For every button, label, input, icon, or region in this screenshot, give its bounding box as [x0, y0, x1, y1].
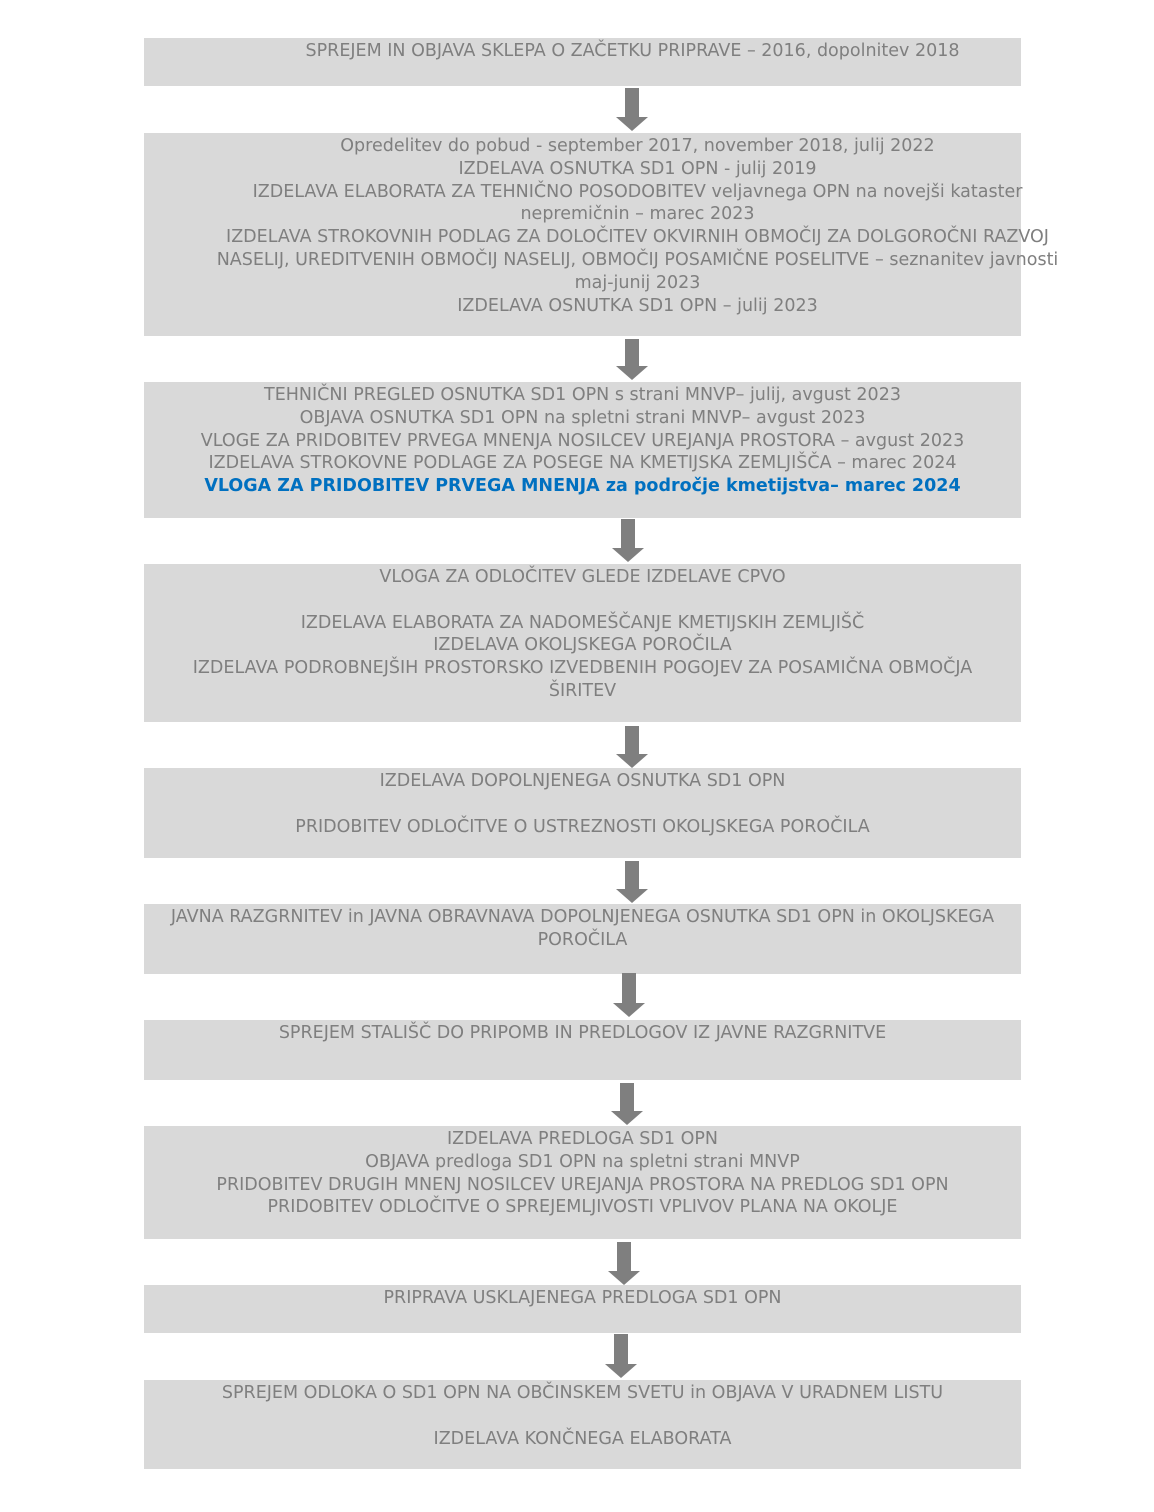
step-text: IZDELAVA ELABORATA ZA NADOMEŠČANJE KMETIJSKIH ZEMLJIŠČ [300, 612, 865, 633]
step-box-3 [144, 382, 1021, 518]
step-text: VLOGE ZA PRIDOBITEV PRVEGA MNENJA NOSILCEV UREJANJA PROSTORA – avgust 2023 [200, 430, 965, 451]
step-box-7 [144, 1020, 1021, 1080]
step-box-2 [144, 133, 1059, 336]
step-text: OBJAVA predloga SD1 OPN na spletni strani MNVP [365, 1151, 800, 1172]
step-text: IZDELAVA STROKOVNIH PODLAG ZA DOLOČITEV OKVIRNIH OBMOČIJ ZA DOLGOROČNI RAZVOJ NASELIJ, UREDITVENIH OBMOČIJ NASELIJ, OBMOČIJ POSAMIČNE POSELITVE – seznanitev javnosti maj-junij 2023 [216, 227, 1059, 293]
down-arrow-icon [616, 726, 648, 768]
down-arrow-icon [611, 1083, 643, 1125]
step-text: VLOGA ZA ODLOČITEV GLEDE IZDELAVE CPVO [379, 567, 786, 587]
down-arrow-icon [616, 861, 648, 903]
down-arrow-icon [605, 1334, 637, 1378]
step-text: IZDELAVA PODROBNEJŠIH PROSTORSKO IZVEDBENIH POGOJEV ZA POSAMIČNA OBMOČJA ŠIRITEV [192, 658, 973, 701]
step-box-10 [144, 1380, 1021, 1469]
down-arrow-icon [613, 973, 645, 1017]
step-text: SPREJEM STALIŠČ DO PRIPOMB IN PREDLOGOV IZ JAVNE RAZGRNITVE [278, 1023, 887, 1043]
down-arrow-icon [612, 519, 644, 562]
step-box-6 [144, 904, 1021, 974]
step-text: PRIDOBITEV DRUGIH MNENJ NOSILCEV UREJANJA PROSTORA NA PREDLOG SD1 OPN [216, 1174, 949, 1195]
step-text: PRIPRAVA USKLAJENEGA PREDLOGA SD1 OPN [383, 1288, 782, 1308]
step-text: SPREJEM ODLOKA O SD1 OPN NA OBČINSKEM SVETU in OBJAVA V URADNEM LISTU [221, 1383, 944, 1403]
step-box-8 [144, 1126, 1021, 1239]
spacer [144, 589, 1021, 612]
down-arrow-icon [608, 1242, 640, 1285]
step-box-9 [144, 1285, 1021, 1333]
step-text: TEHNIČNI PREGLED OSNUTKA SD1 OPN s strani MNVP– julij, avgust 2023 [264, 385, 901, 405]
step-text: OBJAVA OSNUTKA SD1 OPN na spletni strani MNVP– avgust 2023 [299, 407, 866, 428]
step-text: JAVNA RAZGRNITEV in JAVNA OBRAVNAVA DOPOLNJENEGA OSNUTKA SD1 OPN in OKOLJSKEGA POROČILA [170, 907, 995, 950]
spacer [144, 793, 1021, 816]
spacer [144, 1405, 1021, 1428]
step-text: IZDELAVA KONČNEGA ELABORATA [433, 1428, 732, 1449]
step-text: IZDELAVA OSNUTKA SD1 OPN – julij 2023 [457, 295, 818, 316]
step-text: IZDELAVA ELABORATA ZA TEHNIČNO POSODOBITEV veljavnega OPN na novejši kataster nepremičnin – marec 2023 [252, 181, 1023, 225]
step-text: PRIDOBITEV ODLOČITVE O USTREZNOSTI OKOLJSKEGA POROČILA [295, 816, 870, 837]
step-text: IZDELAVA OSNUTKA SD1 OPN - julij 2019 [458, 158, 817, 179]
step-text: Opredelitev do pobud - september 2017, november 2018, julij 2022 [340, 136, 935, 156]
step-box-1 [144, 38, 1021, 86]
step-text: IZDELAVA PREDLOGA SD1 OPN [446, 1129, 718, 1149]
down-arrow-icon [616, 88, 648, 131]
step-text: IZDELAVA DOPOLNJENEGA OSNUTKA SD1 OPN [379, 771, 786, 791]
step-text: IZDELAVA OKOLJSKEGA POROČILA [433, 635, 732, 656]
down-arrow-icon [616, 339, 648, 380]
step-text: PRIDOBITEV ODLOČITVE O SPREJEMLJIVOSTI VPLIVOV PLANA NA OKOLJE [267, 1197, 898, 1218]
step-box-4 [144, 564, 1021, 722]
step-text: IZDELAVA STROKOVNE PODLAGE ZA POSEGE NA KMETIJSKA ZEMLJIŠČA – marec 2024 [208, 453, 957, 474]
step-text: VLOGA ZA PRIDOBITEV PRVEGA MNENJA za področje kmetijstva– marec 2024 [204, 476, 961, 497]
step-box-5 [144, 768, 1021, 858]
step-text: SPREJEM IN OBJAVA SKLEPA O ZAČETKU PRIPRAVE – 2016, dopolnitev 2018 [305, 41, 960, 61]
